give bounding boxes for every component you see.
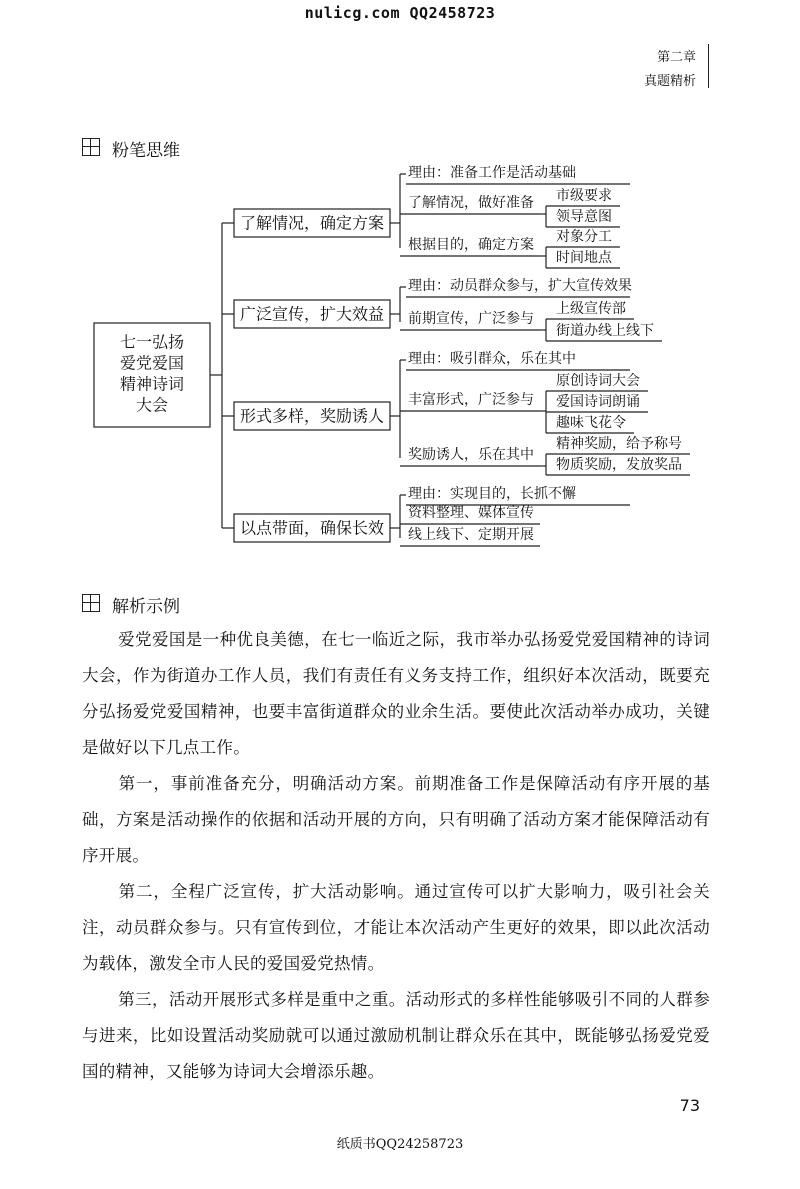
leaf-label: 精神奖励，给予称号 (556, 436, 682, 452)
header-rule (708, 44, 709, 88)
branch-reason: 理由：动员群众参与，扩大宣传效果 (408, 278, 632, 294)
leaf-label: 街道办线上线下 (556, 323, 654, 339)
branch-label: 形式多样，奖励诱人 (240, 406, 385, 426)
watermark-bottom: 纸质书QQ24258723 (336, 1137, 464, 1152)
paragraph-point-1: 第一，事前准备充分，明确活动方案。前期准备工作是保障活动有序开展的基础，方案是活动操作的依据和活动开展的方向，只有明确了活动方案才能保障活动有序开展。 (82, 774, 710, 865)
leaf-label: 上级宣传部 (556, 301, 626, 317)
leaf-label: 原创诗词大会 (556, 373, 640, 389)
paragraph-point-3: 第三，活动开展形式多样是重中之重。活动形式的多样性能够吸引不同的人群参与进来，比如设置活动奖励就可以通过激励机制让群众乐在其中，既能够弘扬爱党爱国的精神，又能够为诗词大会增添乐趣。 (82, 990, 710, 1081)
branch-label: 广泛宣传，扩大效益 (240, 304, 385, 324)
leaf-label: 爱国诗词朗诵 (556, 394, 640, 410)
sub-item-label: 资料整理、媒体宣传 (408, 505, 534, 521)
chapter-subtitle: 真题精析 (643, 74, 696, 89)
leaf-label: 时间地点 (556, 250, 612, 266)
watermark-top: nulicg.com QQ2458723 (304, 4, 496, 22)
leaf-label: 市级要求 (556, 188, 612, 204)
mind-map (0, 160, 800, 560)
sub-item-label: 根据目的，确定方案 (408, 237, 534, 253)
chapter-label: 第二章 (656, 50, 696, 65)
branch-reason: 理由：吸引群众，乐在其中 (408, 351, 576, 367)
sub-item-label: 了解情况，做好准备 (408, 195, 534, 211)
root-label-line: 精神诗词 (119, 374, 185, 394)
leaf-label: 对象分工 (556, 229, 612, 245)
leaf-label: 趣味飞花令 (556, 415, 626, 431)
branch-label: 以点带面，确保长效 (240, 518, 385, 538)
branch-reason: 理由：实现目的，长抓不懈 (408, 486, 576, 502)
root-label-line: 七一弘扬 (119, 332, 185, 352)
leaf-label: 领导意图 (556, 209, 612, 225)
branch-reason: 理由：准备工作是活动基础 (408, 165, 576, 181)
root-label-line: 爱党爱国 (119, 353, 185, 373)
sub-item-label: 线上线下、定期开展 (408, 527, 534, 543)
section-title-mindmap: 粉笔思维 (112, 141, 180, 161)
leaf-label: 物质奖励，发放奖品 (556, 457, 682, 473)
grid-icon (82, 594, 100, 612)
root-label-line: 大会 (135, 395, 169, 415)
page-number: 73 (679, 1096, 700, 1115)
sub-item-label: 丰富形式，广泛参与 (408, 392, 534, 408)
sub-item-label: 前期宣传，广泛参与 (408, 311, 534, 327)
paragraph-intro: 爱党爱国是一种优良美德，在七一临近之际，我市举办弘扬爱党爱国精神的诗词大会，作为街道办工作人员，我们有责任有义务支持工作，组织好本次活动，既要充分弘扬爱党爱国精神，也要丰富街道群众的业余生活。要使此次活动举办成功，关键是做好以下几点工作。 (82, 630, 710, 757)
section-title-analysis: 解析示例 (112, 597, 180, 617)
branch-label: 了解情况，确定方案 (240, 213, 385, 233)
grid-icon (82, 138, 100, 156)
sub-item-label: 奖励诱人，乐在其中 (408, 447, 534, 463)
paragraph-point-2: 第二，全程广泛宣传，扩大活动影响。通过宣传可以扩大影响力，吸引社会关注，动员群众参与。只有宣传到位，才能让本次活动产生更好的效果，即以此次活动为载体，激发全市人民的爱国爱党热情。 (82, 882, 710, 973)
